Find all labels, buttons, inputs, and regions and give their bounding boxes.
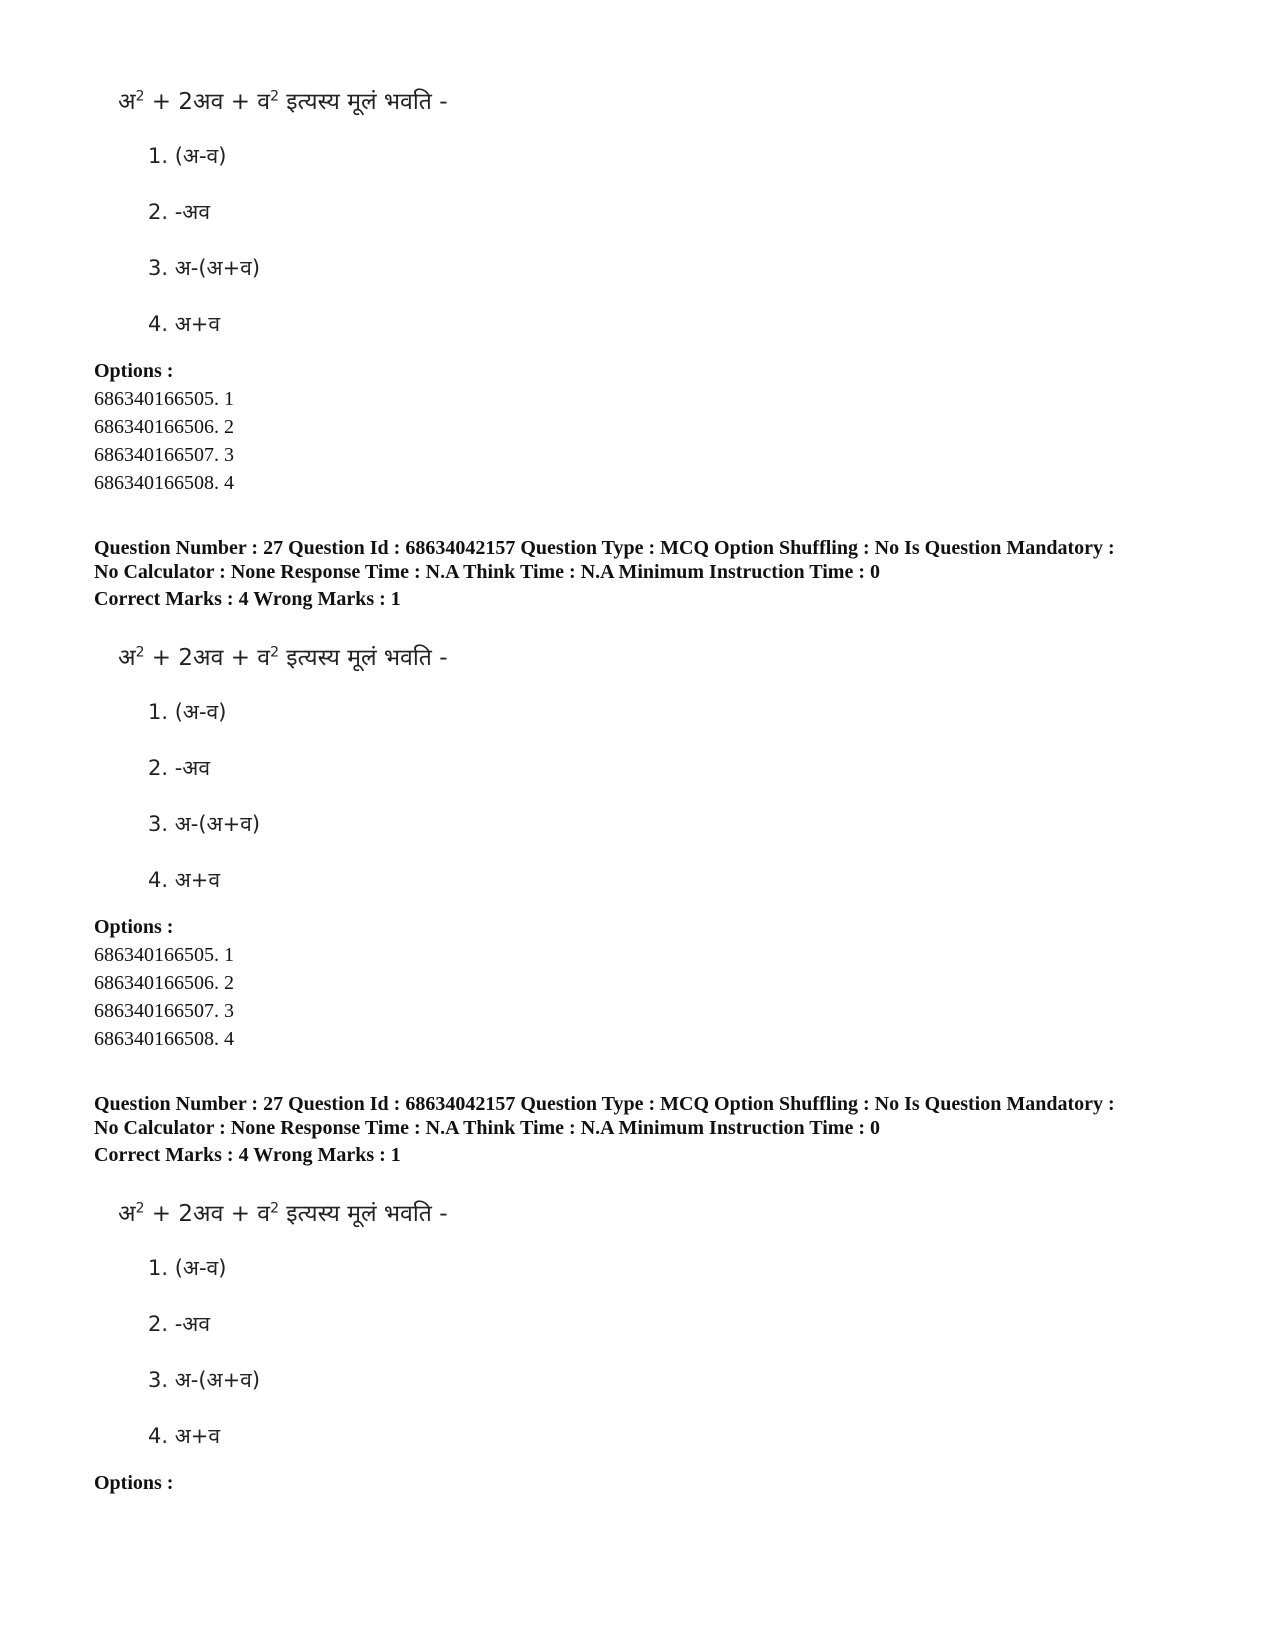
choice-3: 3. अ-(अ+व) bbox=[148, 256, 261, 280]
meta-line-1: Question Number : 27 Question Id : 68634042157 Question Type : MCQ Option Shuffling : No Is Question Mandatory : bbox=[94, 1093, 1115, 1115]
option-id: 686340166505. 1 bbox=[94, 944, 234, 966]
question-text: अ$^2$ + 2अव + व$^2$ इत्यस्य मूलं भवति - bbox=[118, 88, 448, 115]
choice-2: 2. -अव bbox=[148, 200, 211, 224]
option-id: 686340166508. 4 bbox=[94, 1028, 234, 1050]
question-meta bbox=[94, 1092, 1204, 1167]
marks-line: Correct Marks : 4 Wrong Marks : 1 bbox=[94, 1144, 401, 1166]
option-id: 686340166506. 2 bbox=[94, 416, 234, 438]
choice-3: 3. अ-(अ+व) bbox=[148, 812, 261, 836]
choice-2: 2. -अव bbox=[148, 756, 211, 780]
option-id: 686340166507. 3 bbox=[94, 444, 234, 466]
option-id: 686340166507. 3 bbox=[94, 1000, 234, 1022]
question-text: अ$^2$ + 2अव + व$^2$ इत्यस्य मूलं भवति - bbox=[118, 1200, 448, 1227]
choice-4: 4. अ+व bbox=[148, 868, 221, 892]
marks-line: Correct Marks : 4 Wrong Marks : 1 bbox=[94, 588, 401, 610]
choice-4: 4. अ+व bbox=[148, 312, 221, 336]
choice-3: 3. अ-(अ+व) bbox=[148, 1368, 261, 1392]
option-id: 686340166508. 4 bbox=[94, 472, 234, 494]
meta-line-1: Question Number : 27 Question Id : 68634042157 Question Type : MCQ Option Shuffling : No Is Question Mandatory : bbox=[94, 537, 1115, 559]
choice-1: 1. (अ-व) bbox=[148, 1256, 227, 1280]
question-text: अ$^2$ + 2अव + व$^2$ इत्यस्य मूलं भवति - bbox=[118, 644, 448, 671]
choice-2: 2. -अव bbox=[148, 1312, 211, 1336]
options-label: Options : bbox=[94, 916, 174, 938]
choice-1: 1. (अ-व) bbox=[148, 144, 227, 168]
choice-1: 1. (अ-व) bbox=[148, 700, 227, 724]
meta-line-2: No Calculator : None Response Time : N.A Think Time : N.A Minimum Instruction Time : 0 bbox=[94, 1117, 880, 1139]
option-id: 686340166506. 2 bbox=[94, 972, 234, 994]
options-label: Options : bbox=[94, 1472, 174, 1494]
choice-4: 4. अ+व bbox=[148, 1424, 221, 1448]
question-meta bbox=[94, 536, 1204, 611]
option-id: 686340166505. 1 bbox=[94, 388, 234, 410]
options-label: Options : bbox=[94, 360, 174, 382]
meta-line-2: No Calculator : None Response Time : N.A Think Time : N.A Minimum Instruction Time : 0 bbox=[94, 561, 880, 583]
